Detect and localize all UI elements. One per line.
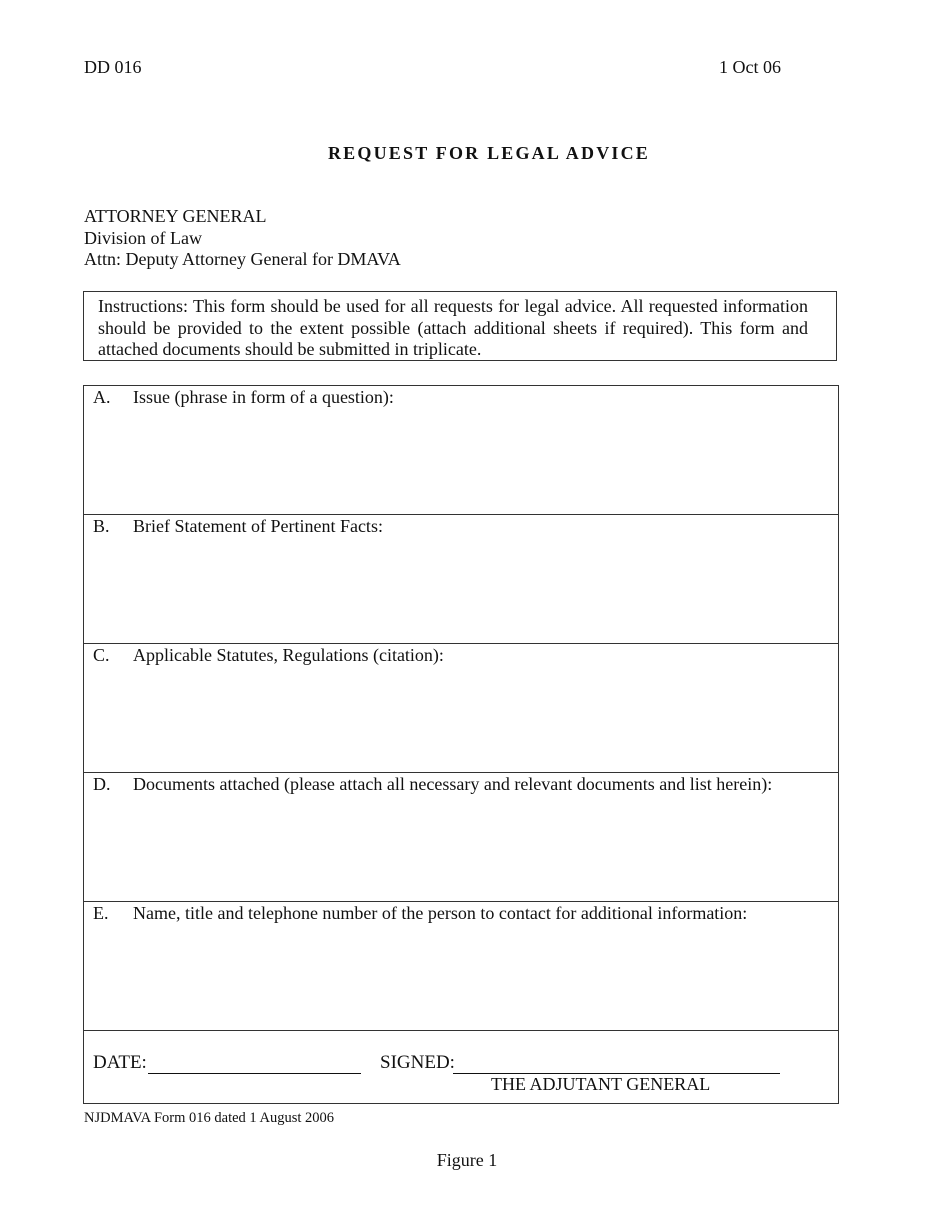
form-number: DD 016 <box>84 57 142 77</box>
signatory-title: THE ADJUTANT GENERAL <box>491 1074 711 1094</box>
section-letter: A. <box>93 387 111 407</box>
instructions-text: Instructions: This form should be used for all requests for legal advice. All requested information should be provided to the extent possible (attach additional sheets if required). This form and attached documents should be submitted in triplicate. <box>98 296 808 359</box>
figure-caption: Figure 1 <box>436 1150 498 1170</box>
form-footer-note: NJDMAVA Form 016 dated 1 August 2006 <box>84 1110 335 1126</box>
section-label: Applicable Statutes, Regulations (citation): <box>133 645 444 665</box>
section-c-field[interactable] <box>84 644 838 773</box>
section-label: Brief Statement of Pertinent Facts: <box>133 516 383 536</box>
date-field[interactable] <box>148 1073 361 1074</box>
instructions-box <box>83 291 837 361</box>
page-title: REQUEST FOR LEGAL ADVICE <box>327 143 651 163</box>
addressee-block <box>84 206 401 271</box>
addressee-line: ATTORNEY GENERAL <box>84 206 267 226</box>
signature-row <box>84 1031 838 1103</box>
section-e-field[interactable] <box>84 902 838 1031</box>
section-letter: B. <box>93 516 110 536</box>
addressee-line: Attn: Deputy Attorney General for DMAVA <box>84 249 401 269</box>
section-b-field[interactable] <box>84 515 838 644</box>
addressee-line: Division of Law <box>84 227 202 248</box>
section-label: Issue (phrase in form of a question): <box>133 387 394 407</box>
section-letter: D. <box>93 774 111 794</box>
section-a-field[interactable] <box>84 386 838 515</box>
form-date: 1 Oct 06 <box>719 57 781 77</box>
section-d-field[interactable] <box>84 773 838 902</box>
section-label: Name, title and telephone number of the person to contact for additional information: <box>133 903 748 923</box>
form-sections-table <box>83 385 839 1104</box>
section-letter: C. <box>93 645 110 665</box>
date-label: DATE: <box>93 1052 147 1073</box>
section-label: Documents attached (please attach all necessary and relevant documents and list herein): <box>133 774 773 794</box>
signed-label: SIGNED: <box>380 1052 455 1073</box>
section-letter: E. <box>93 903 109 923</box>
